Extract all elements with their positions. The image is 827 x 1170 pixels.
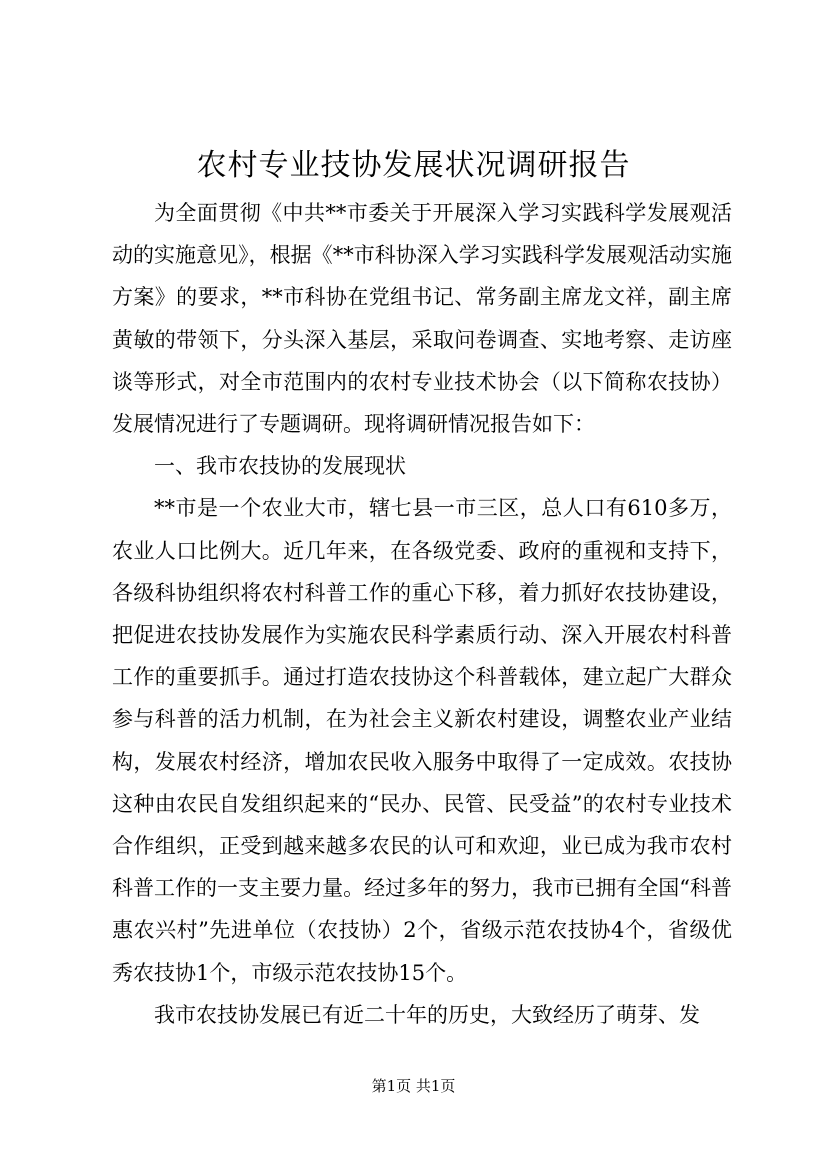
paragraph-status: **市是一个农业大市，辖七县一市三区，总人口有610多万，农业人口比例大。近几年来，在各级党委、政府的重视和支持下，各级科协组织将农村科普工作的重心下移，着力抓好农技协建设，把促进农技协发展作为实施农民科学素质行动、深入开展农村科普工作的重要抓手。通过打造农技协这个科普载体，建立起广大群众参与科普的活力机制，在为社会主义新农村建设，调整农业产业结构，发展农村经济，增加农民收入服务中取得了一定成效。农技协这种由农民自发组织起来的“民办、民管、民受益”的农村专业技术合作组织，正受到越来越多农民的认可和欢迎，业已成为我市农村科普工作的一支主要力量。经过多年的努力，我市已拥有全国“科普惠农兴村”先进单位（农技协）2个，省级示范农技协4个，省级优秀农技协1个，市级示范农技协15个。 [112, 496, 732, 985]
section-heading: 一、我市农技协的发展现状 [154, 454, 406, 479]
paragraph-intro: 为全面贯彻《中共**市委关于开展深入学习实践科学发展观活动的实施意见》，根据《**市科协深入学习实践科学发展观活动实施方案》的要求，**市科协在党组书记、常务副主席龙文祥，副主席黄敏的带领下，分头深入基层，采取问卷调查、实地考察、走访座谈等形式，对全市范围内的农村专业技术协会（以下简称农技协）发展情况进行了专题调研。现将调研情况报告如下： [112, 201, 732, 437]
document-body [112, 192, 732, 1036]
page-footer: 第1页 共1页 [371, 1077, 456, 1095]
document-title: 农村专业技协发展状况调研报告 [196, 148, 631, 183]
paragraph-history: 我市农技协发展已有近二十年的历史，大致经历了萌芽、发 [154, 1002, 700, 1027]
